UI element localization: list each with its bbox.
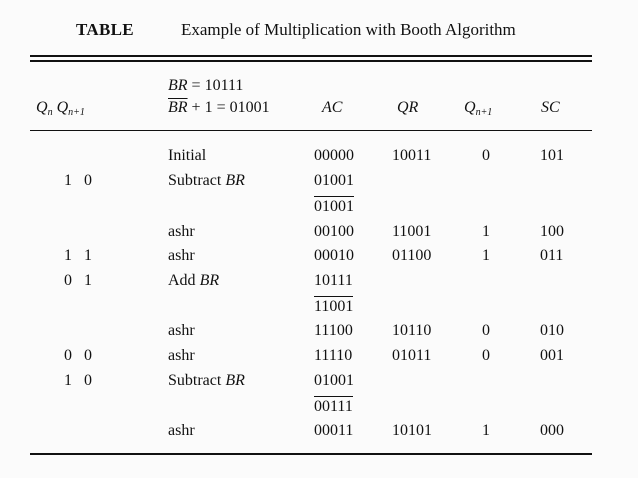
cell-ac: 00000 <box>314 147 354 164</box>
cell-qn-qn1-pair: 0 0 <box>64 347 92 364</box>
header-ac: AC <box>322 99 343 116</box>
cell-qr: 01100 <box>392 247 432 264</box>
cell-sc: 011 <box>540 247 564 264</box>
cell-sc: 001 <box>540 347 564 364</box>
cell-ac: 01001 <box>314 172 354 189</box>
cell-ac: 10111 <box>314 272 353 289</box>
operation-text: Subtract <box>168 172 226 189</box>
header-qr: QR <box>397 99 419 116</box>
cell-qr: 10011 <box>392 147 432 164</box>
cell-operation <box>168 371 245 391</box>
header-brbar-value: + 1 = 01001 <box>191 99 270 116</box>
operation-text: Add <box>168 272 200 289</box>
cell-operation <box>168 146 206 166</box>
table-caption-title: Example of Multiplication with Booth Algorithm <box>181 20 516 39</box>
header-br-line <box>168 76 243 96</box>
cell-qn-qn1-pair: 1 1 <box>64 247 92 264</box>
operation-text: Initial <box>168 147 207 164</box>
cell-ac: 01001 <box>314 372 354 389</box>
cell-ac: 11110 <box>314 347 353 364</box>
cell-qr: 10110 <box>392 322 432 339</box>
cell-operation <box>168 421 195 441</box>
table-caption-label: TABLE <box>76 20 134 39</box>
cell-qn1: 1 <box>482 422 490 439</box>
cell-qn1: 0 <box>482 147 490 164</box>
cell-operation <box>168 271 219 291</box>
header-brbar-line <box>168 98 270 118</box>
header-rule <box>30 130 592 131</box>
cell-ac: 00010 <box>314 247 354 264</box>
cell-qn-qn1-pair: 1 0 <box>64 372 92 389</box>
operation-register: BR <box>225 172 245 189</box>
top-rule-inner <box>30 60 592 62</box>
operation-text: Subtract <box>168 372 226 389</box>
cell-qn1: 1 <box>482 247 490 264</box>
cell-qn1: 0 <box>482 347 490 364</box>
operation-text: ashr <box>168 247 195 264</box>
cell-qn1: 1 <box>482 223 490 240</box>
header-brbar-label: $\overline{BR}$ <box>168 99 188 116</box>
cell-sc: 000 <box>540 422 564 439</box>
cell-sc: 100 <box>540 223 564 240</box>
cell-sc: 010 <box>540 322 564 339</box>
cell-ac: 00111 <box>314 398 353 415</box>
cell-qn1: 0 <box>482 322 490 339</box>
cell-ac: 11001 <box>314 298 354 315</box>
cell-qr: 01011 <box>392 347 432 364</box>
operation-register: BR <box>199 272 220 289</box>
top-rule-outer <box>30 55 592 57</box>
cell-operation <box>168 171 245 191</box>
operation-register: BR <box>225 372 245 389</box>
cell-ac: 11100 <box>314 322 353 339</box>
operation-text: ashr <box>168 322 195 339</box>
cell-operation <box>168 321 195 341</box>
header-qn1: $Q_{n+1}$ <box>464 99 493 118</box>
cell-ac: 00100 <box>314 223 354 240</box>
bottom-rule <box>30 453 592 455</box>
cell-sc: 101 <box>540 147 564 164</box>
cell-qn-qn1-pair: 1 0 <box>64 172 92 189</box>
cell-qr: 10101 <box>392 422 432 439</box>
header-br-label: BR <box>168 77 188 94</box>
cell-operation <box>168 346 195 366</box>
operation-text: ashr <box>168 347 195 364</box>
cell-ac: 00011 <box>314 422 354 439</box>
cell-qn-qn1-pair: 0 1 <box>64 272 92 289</box>
cell-operation <box>168 222 195 242</box>
cell-operation <box>168 246 195 266</box>
cell-qr: 11001 <box>392 223 432 240</box>
operation-text: ashr <box>168 422 195 439</box>
cell-ac: 01001 <box>314 198 354 215</box>
operation-text: ashr <box>168 223 195 240</box>
header-sc: SC <box>541 99 560 116</box>
header-br-value: = 10111 <box>191 77 244 94</box>
header-qn-qn1: $Q_n$ $Q_{n+1}$ <box>36 99 85 118</box>
